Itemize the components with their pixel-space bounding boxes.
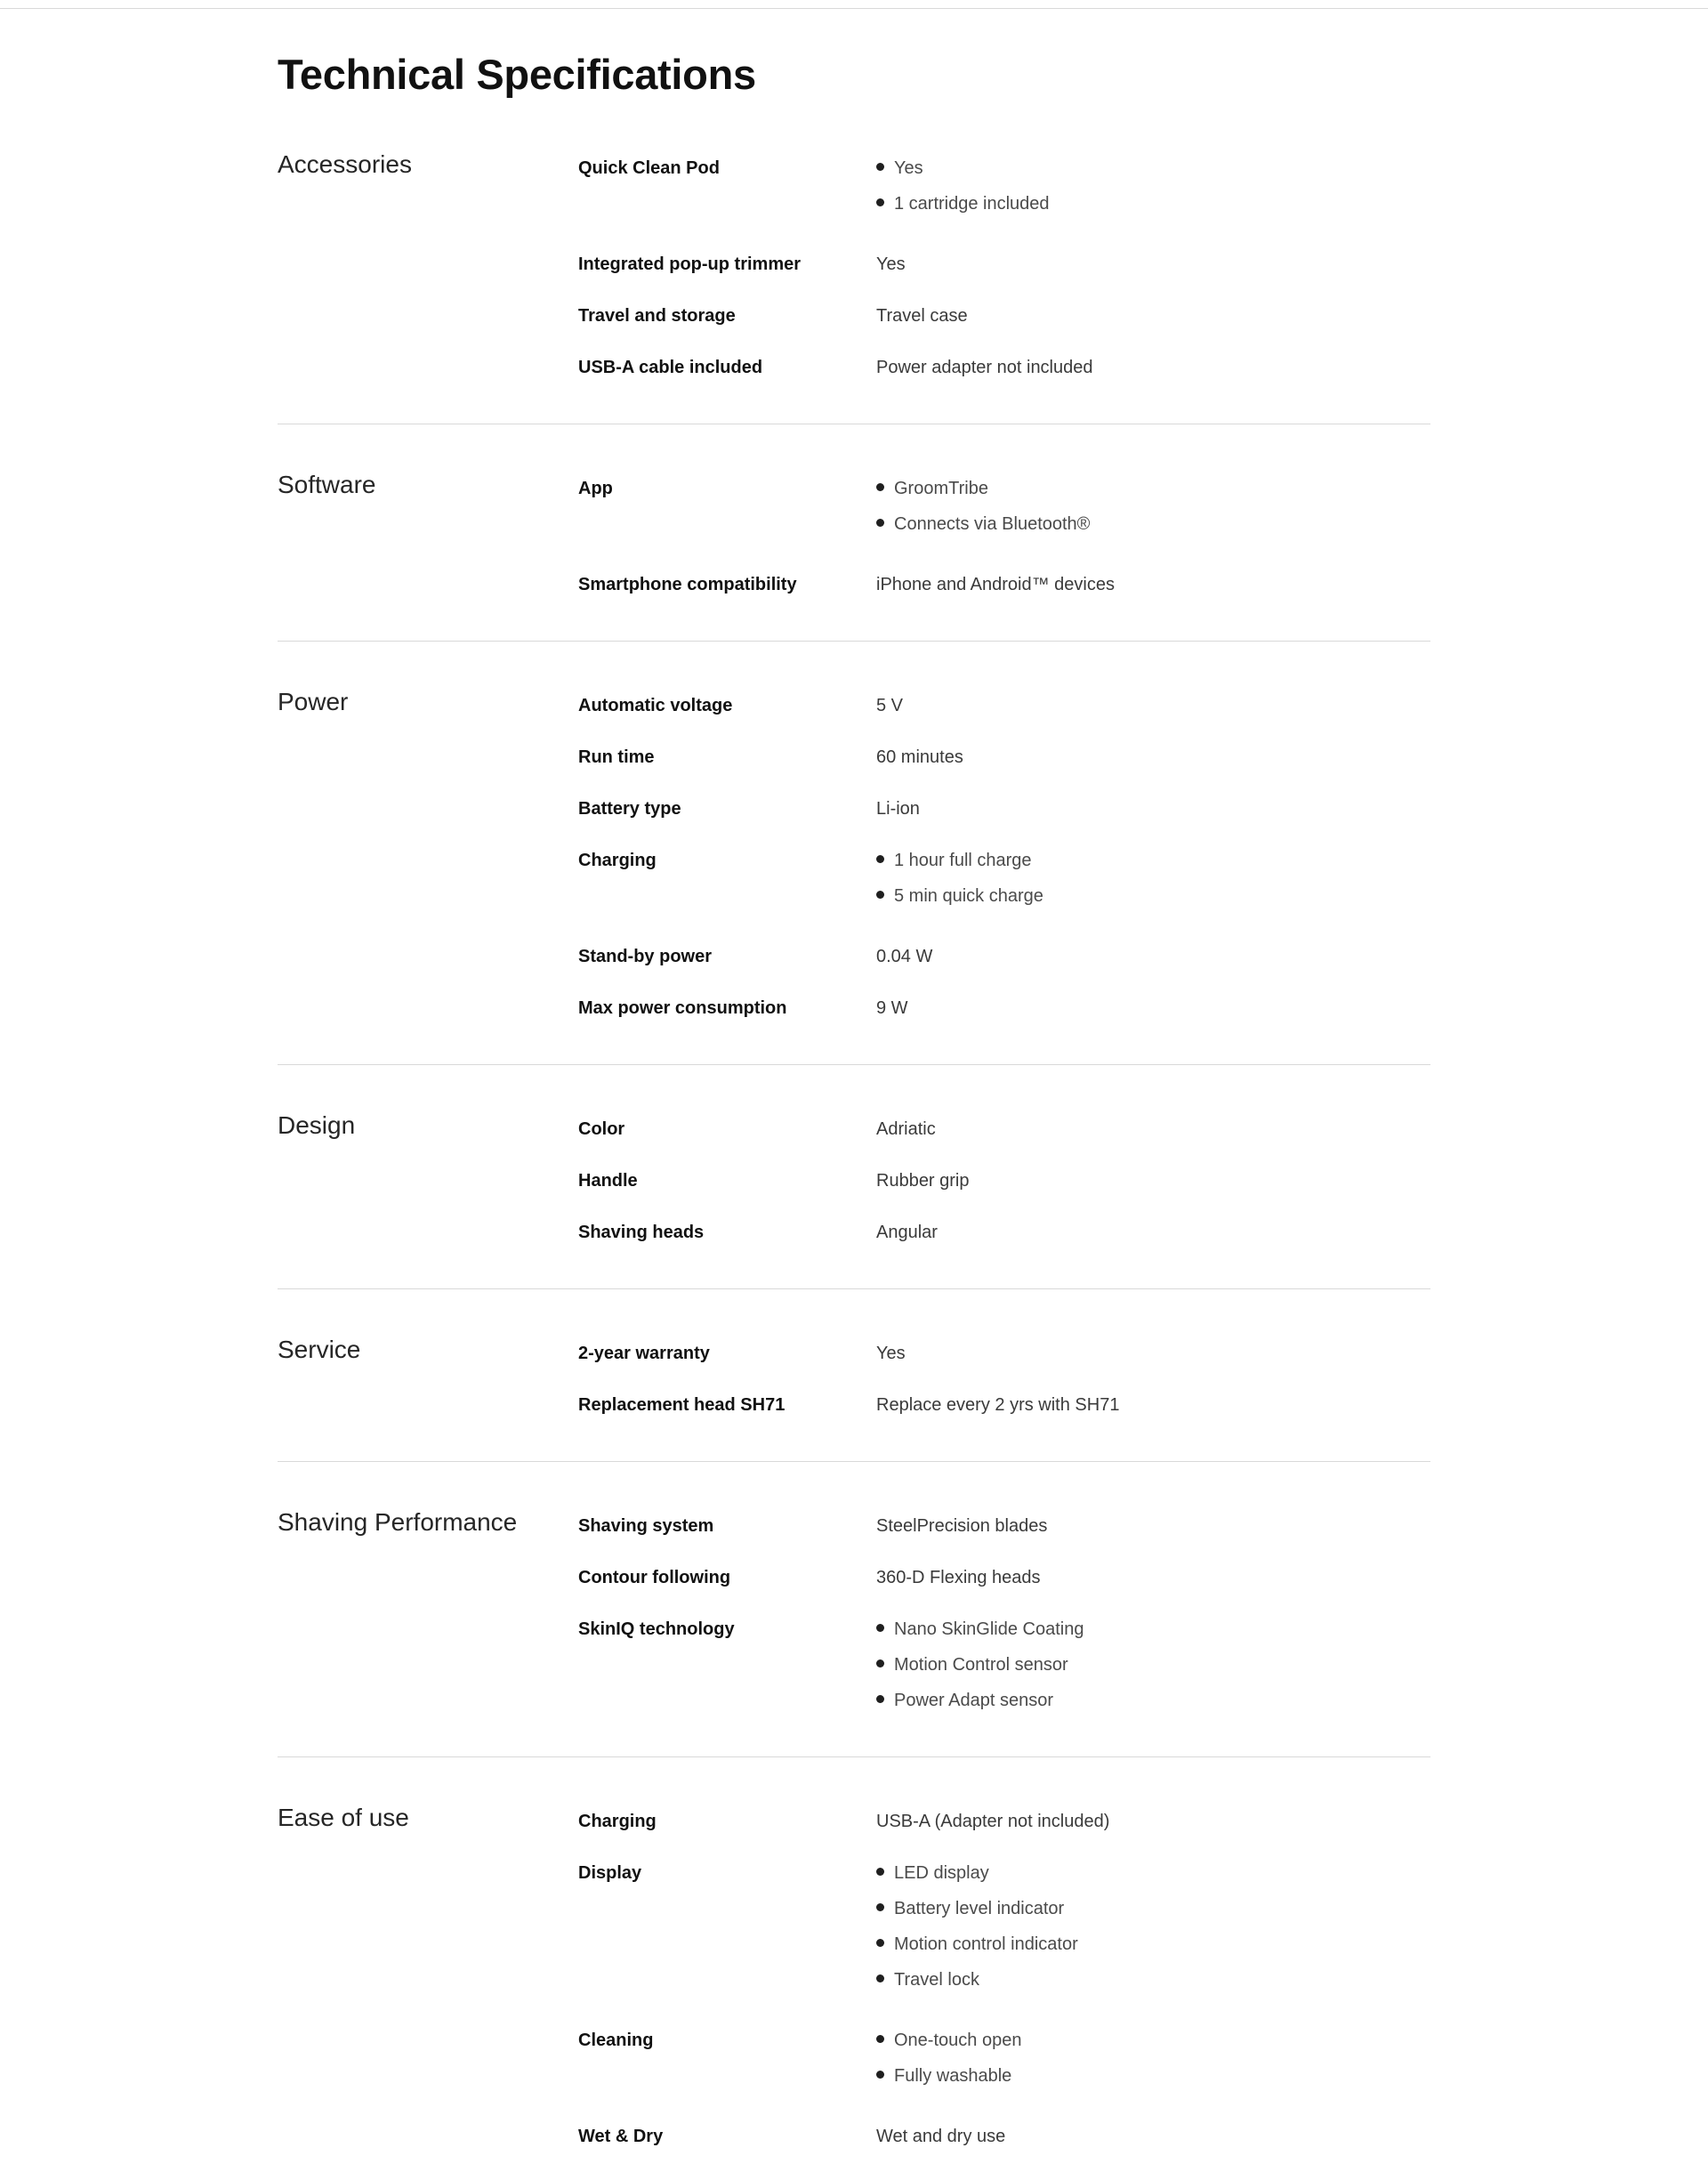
spec-value: Angular <box>876 1223 938 1242</box>
section-title: Service <box>278 1336 361 1363</box>
spec-bullet-text: 1 cartridge included <box>894 194 1050 214</box>
section-divider <box>278 1064 1430 1065</box>
spec-bullet-item <box>876 2064 1011 2087</box>
spec-value: 360-D Flexing heads <box>876 1568 1041 1587</box>
section-title: Shaving Performance <box>278 1508 518 1536</box>
spec-label-color: Color <box>578 1119 625 1139</box>
spec-bullet-item <box>876 1689 1053 1712</box>
bullet-dot-icon <box>876 855 884 863</box>
spec-bullet-text: Motion control indicator <box>894 1934 1078 1954</box>
bullet-dot-icon <box>876 2035 884 2043</box>
bullet-dot-icon <box>876 1868 884 1876</box>
top-divider <box>0 8 1708 9</box>
spec-value: 5 V <box>876 696 904 715</box>
section-title: Accessories <box>278 150 412 178</box>
spec-bullet-text: Nano SkinGlide Coating <box>894 1619 1084 1639</box>
spec-bullet-item <box>876 884 1043 908</box>
spec-bullet-item <box>876 477 988 500</box>
spec-label-app: App <box>578 479 613 498</box>
spec-bullet-item <box>876 1861 989 1885</box>
spec-bullet-item <box>876 849 1032 872</box>
spec-value: SteelPrecision blades <box>876 1516 1048 1536</box>
spec-label-max-power-consumption: Max power consumption <box>578 998 787 1018</box>
spec-label-battery-type: Battery type <box>578 799 681 819</box>
spec-bullet-text: Power Adapt sensor <box>894 1691 1053 1710</box>
spec-label-display: Display <box>578 1863 642 1883</box>
spec-bullet-item <box>876 1653 1068 1676</box>
bullet-dot-icon <box>876 1659 884 1667</box>
bullet-dot-icon <box>876 1624 884 1632</box>
spec-label-shaving-heads: Shaving heads <box>578 1223 705 1242</box>
spec-bullet-item <box>876 1933 1078 1956</box>
spec-bullet-text: GroomTribe <box>894 479 988 498</box>
spec-label-charging: Charging <box>578 851 657 870</box>
spec-value: Adriatic <box>876 1119 936 1139</box>
spec-label-wet-dry: Wet & Dry <box>578 2127 664 2146</box>
spec-label-contour-following: Contour following <box>578 1568 731 1587</box>
spec-value: Rubber grip <box>876 1171 970 1191</box>
spec-label-handle: Handle <box>578 1171 638 1191</box>
spec-bullet-item <box>876 157 923 180</box>
spec-label-replacement-head-sh71: Replacement head SH71 <box>578 1395 786 1415</box>
spec-bullet-text: Connects via Bluetooth® <box>894 514 1091 534</box>
spec-value: 60 minutes <box>876 747 963 767</box>
bullet-dot-icon <box>876 1903 884 1911</box>
bullet-dot-icon <box>876 891 884 899</box>
spec-bullet-item <box>876 2029 1021 2052</box>
spec-value: 9 W <box>876 998 908 1018</box>
spec-value: Li-ion <box>876 799 920 819</box>
spec-bullet-item <box>876 1968 979 1991</box>
section-divider <box>278 1756 1430 1757</box>
bullet-dot-icon <box>876 163 884 171</box>
spec-bullet-text: Battery level indicator <box>894 1899 1065 1918</box>
spec-bullet-item <box>876 192 1050 215</box>
section-divider <box>278 1288 1430 1289</box>
spec-bullet-text: Travel lock <box>894 1970 979 1990</box>
section-title: Design <box>278 1111 356 1139</box>
spec-value: Power adapter not included <box>876 358 1093 377</box>
spec-label-usb-a-cable-included: USB-A cable included <box>578 358 763 377</box>
spec-label-charging: Charging <box>578 1812 657 1831</box>
spec-bullet-item <box>876 513 1090 536</box>
section-divider <box>278 641 1430 642</box>
spec-label-shaving-system: Shaving system <box>578 1516 714 1536</box>
section-title: Ease of use <box>278 1804 409 1831</box>
section-divider <box>278 1461 1430 1462</box>
spec-label-skiniq-technology: SkinIQ technology <box>578 1619 735 1639</box>
bullet-dot-icon <box>876 1695 884 1703</box>
spec-label-automatic-voltage: Automatic voltage <box>578 696 733 715</box>
bullet-dot-icon <box>876 519 884 527</box>
bullet-dot-icon <box>876 1939 884 1947</box>
spec-value: iPhone and Android™ devices <box>876 575 1115 594</box>
spec-bullet-text: Fully washable <box>894 2066 1012 2086</box>
spec-value: 0.04 W <box>876 947 933 966</box>
page-title: Technical Specifications <box>278 51 756 98</box>
spec-label-integrated-pop-up-trimmer: Integrated pop-up trimmer <box>578 254 802 274</box>
spec-label-smartphone-compatibility: Smartphone compatibility <box>578 575 797 594</box>
spec-label-run-time: Run time <box>578 747 655 767</box>
bullet-dot-icon <box>876 198 884 206</box>
spec-value: USB-A (Adapter not included) <box>876 1812 1110 1831</box>
spec-value: Yes <box>876 1344 906 1363</box>
bullet-dot-icon <box>876 483 884 491</box>
bullet-dot-icon <box>876 1974 884 1982</box>
spec-bullet-text: 1 hour full charge <box>894 851 1032 870</box>
spec-bullet-text: Motion Control sensor <box>894 1655 1068 1675</box>
spec-label-travel-and-storage: Travel and storage <box>578 306 736 326</box>
spec-bullet-text: One-touch open <box>894 2031 1022 2050</box>
spec-label-stand-by-power: Stand-by power <box>578 947 713 966</box>
spec-value: Yes <box>876 254 906 274</box>
spec-bullet-item <box>876 1897 1064 1920</box>
spec-value: Travel case <box>876 306 968 326</box>
spec-label-quick-clean-pod: Quick Clean Pod <box>578 158 720 178</box>
section-title: Power <box>278 688 349 715</box>
spec-label-2-year-warranty: 2-year warranty <box>578 1344 710 1363</box>
bullet-dot-icon <box>876 2071 884 2079</box>
spec-label-cleaning: Cleaning <box>578 2031 654 2050</box>
spec-bullet-item <box>876 1618 1084 1641</box>
spec-value: Replace every 2 yrs with SH71 <box>876 1395 1120 1415</box>
spec-bullet-text: LED display <box>894 1863 989 1883</box>
spec-bullet-text: 5 min quick charge <box>894 886 1043 906</box>
section-title: Software <box>278 471 376 498</box>
spec-bullet-text: Yes <box>894 158 923 178</box>
spec-value: Wet and dry use <box>876 2127 1006 2146</box>
